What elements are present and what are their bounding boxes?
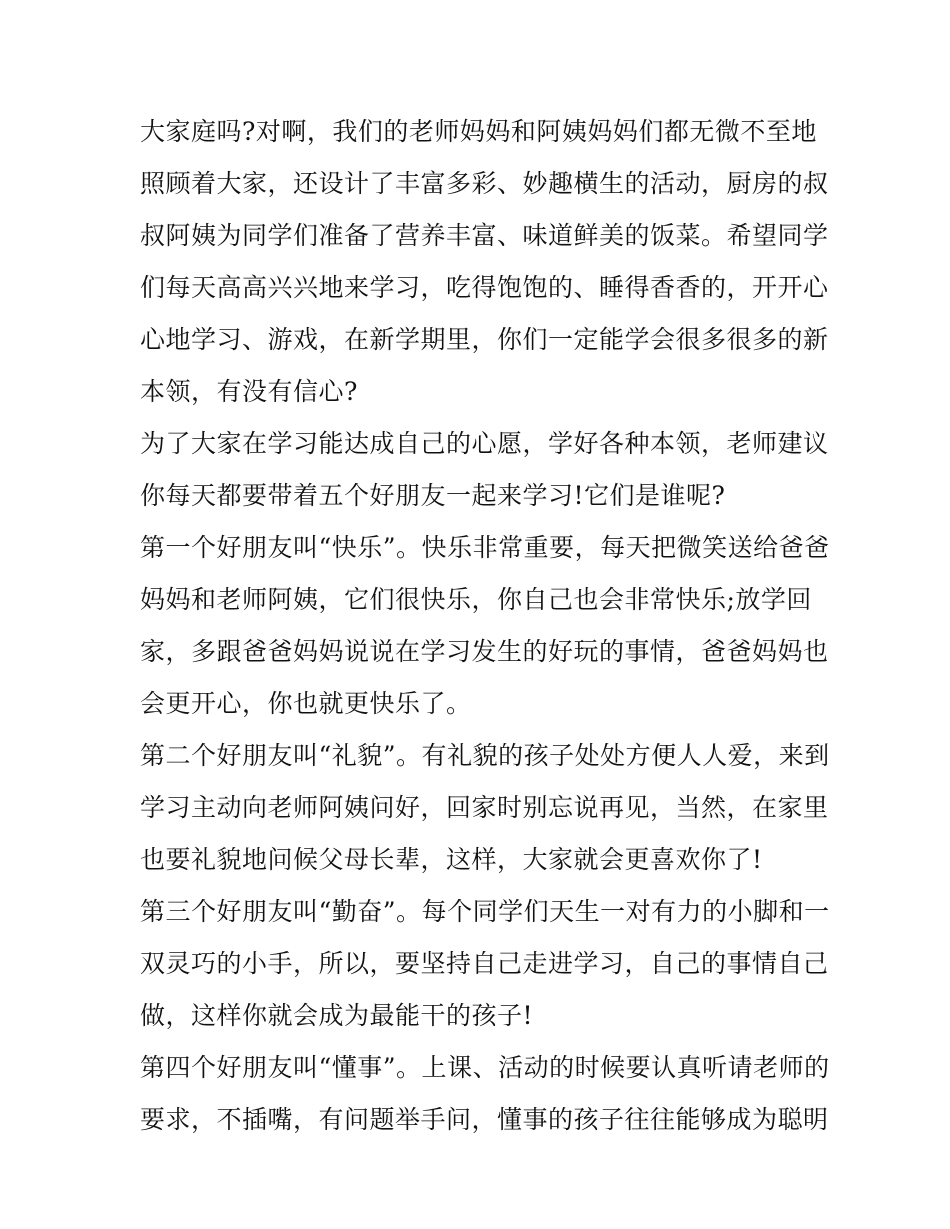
text-line: 双灵巧的小手，所以，要坚持自己走进学习，自己的事情自己 <box>140 949 829 978</box>
text-line: 做，这样你就会成为最能干的孩子! <box>140 1001 534 1030</box>
text-line: 会更开心，你也就更快乐了。 <box>140 689 472 718</box>
text-line: 照顾着大家，还设计了丰富多彩、妙趣横生的活动，厨房的叔 <box>140 169 829 198</box>
text-line: 第三个好朋友叫“勤奋”。每个同学们天生一对有力的小脚和一 <box>140 897 830 926</box>
text-line: 你每天都要带着五个好朋友一起来学习!它们是谁呢? <box>140 481 726 510</box>
document-body <box>140 106 830 1146</box>
text-line: 妈妈和老师阿姨，它们很快乐，你自己也会非常快乐;放学回 <box>140 585 812 614</box>
text-line: 第二个好朋友叫“礼貌”。有礼貌的孩子处处方便人人爱，来到 <box>140 741 830 770</box>
text-line: 叔阿姨为同学们准备了营养丰富、味道鲜美的饭菜。希望同学 <box>140 221 829 250</box>
text-line: 本领，有没有信心? <box>140 377 358 406</box>
text-line: 家，多跟爸爸妈妈说说在学习发生的好玩的事情，爸爸妈妈也 <box>140 637 829 666</box>
text-line: 们每天高高兴兴地来学习，吃得饱饱的、睡得香香的，开开心 <box>140 273 829 302</box>
text-line: 为了大家在学习能达成自己的心愿，学好各种本领，老师建议 <box>140 429 829 458</box>
text-line: 第一个好朋友叫“快乐”。快乐非常重要，每天把微笑送给爸爸 <box>140 533 830 562</box>
text-line: 第四个好朋友叫“懂事”。上课、活动的时候要认真听请老师的 <box>140 1053 830 1082</box>
text-line: 也要礼貌地问候父母长辈，这样，大家就会更喜欢你了! <box>140 845 763 874</box>
text-line: 要求，不插嘴，有问题举手问，懂事的孩子往往能够成为聪明 <box>140 1105 829 1134</box>
text-line: 大家庭吗?对啊，我们的老师妈妈和阿姨妈妈们都无微不至地 <box>140 117 817 146</box>
text-line: 学习主动向老师阿姨问好，回家时别忘说再见，当然，在家里 <box>140 793 829 822</box>
text-line: 心地学习、游戏，在新学期里，你们一定能学会很多很多的新 <box>140 325 829 354</box>
